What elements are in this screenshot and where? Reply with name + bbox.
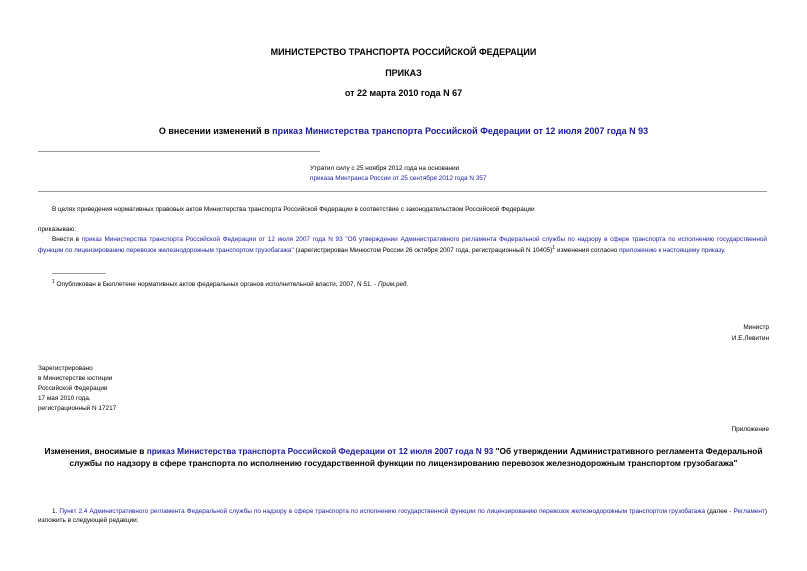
appendix-title-prefix: Изменения, вносимые в bbox=[44, 446, 147, 456]
revoked-text: Утратил силу с 25 ноября 2012 года на основании bbox=[310, 165, 460, 172]
footnote-editor-note: Прим.ред. bbox=[378, 281, 409, 289]
ministry-heading: МИНИСТЕРСТВО ТРАНСПОРТА РОССИЙСКОЙ ФЕДЕРАЦИИ bbox=[270, 47, 537, 57]
signature-name: И.Е.Левитин bbox=[731, 335, 769, 342]
divider-top bbox=[38, 151, 320, 152]
appendix-label: Приложение bbox=[731, 426, 769, 433]
paragraph-1 bbox=[38, 235, 767, 255]
p1-end: . bbox=[723, 247, 726, 255]
divider-full bbox=[38, 191, 767, 192]
item1-number: 1. bbox=[52, 508, 60, 515]
order-word: приказываю: bbox=[38, 226, 76, 233]
item1-clause-link[interactable]: Пункт 2.4 Административного регламента Федеральной службы по надзору в сфере транспорта по исполнению государственной функции по лицензированию перевозок железнодорожным транспортом грузобагажа bbox=[59, 508, 706, 515]
footnote-mark: 1 bbox=[52, 279, 55, 285]
intro-paragraph: В целях приведения нормативных правовых актов Министерства транспорта Российской Федерации в соответствие с законодательством Российской Федерации bbox=[52, 206, 535, 213]
registration-block bbox=[38, 364, 116, 414]
footnote-divider bbox=[52, 273, 106, 274]
item1-regulation-link[interactable]: Регламент bbox=[733, 508, 765, 515]
p1-tail: изменения согласно bbox=[555, 247, 620, 255]
registration-line: регистрационный N 17217 bbox=[38, 405, 117, 412]
p1-appendix-link[interactable]: приложению к настоящему приказу bbox=[619, 247, 724, 255]
doc-date-number: от 22 марта 2010 года N 67 bbox=[344, 88, 463, 98]
registration-line: Зарегистрировано bbox=[38, 365, 93, 372]
revoked-link[interactable]: приказа Минтранса России от 25 сентября 2012 года N 357 bbox=[310, 175, 487, 182]
item1-end: ) изложить в следующей редакции: bbox=[38, 508, 767, 524]
appendix-order-link[interactable]: приказ Министерства транспорта Российской Федерации от 12 июля 2007 года N 93 bbox=[146, 446, 494, 456]
p1-footnote-mark[interactable]: 1 bbox=[552, 245, 556, 251]
title-prefix: О внесении изменений в bbox=[158, 126, 273, 136]
appendix-item-1 bbox=[38, 507, 767, 525]
p1-prefix: Внести в bbox=[52, 236, 82, 243]
appendix-title-rest: "Об утверждении Административного регламента Федеральной службы по надзору в сфере транспорта по исполнению государственной функции по лицензированию перевозок железнодорожным транспортом грузобагажа" bbox=[69, 446, 763, 468]
doc-type-heading: ПРИКАЗ bbox=[385, 68, 422, 78]
registration-line: 17 мая 2010 года, bbox=[38, 395, 91, 402]
appendix-title bbox=[40, 446, 767, 469]
registration-line: в Министерстве юстиции bbox=[38, 375, 113, 382]
footnote-text: Опубликован в Бюллетене нормативных актов федеральных органов исполнительной власти, 2007, N 51. - bbox=[54, 281, 379, 289]
title-order-link[interactable]: приказ Министерства транспорта Российской Федерации от 12 июля 2007 года N 93 bbox=[272, 126, 649, 136]
p1-registration: (зарегистрирован Минюстом России 26 октября 2007 года, регистрационный N 10405) bbox=[293, 247, 553, 255]
item1-mid: (далее - bbox=[705, 508, 734, 515]
revoked-notice bbox=[310, 164, 570, 183]
registration-line: Российской Федерации bbox=[38, 385, 108, 392]
footnote bbox=[52, 278, 767, 289]
p1-order-link[interactable]: приказ Министерства транспорта Российской Федерации от 12 июля 2007 года N 93 "Об утверждении Административного регламента Федеральной службы по надзору в сфере транспорта по исполнению государственной функции по лицензированию перевозок железнодорожным транспортом грузобагажа" bbox=[38, 236, 767, 255]
signature-position: Министр bbox=[743, 324, 769, 331]
page-title bbox=[0, 126, 807, 136]
